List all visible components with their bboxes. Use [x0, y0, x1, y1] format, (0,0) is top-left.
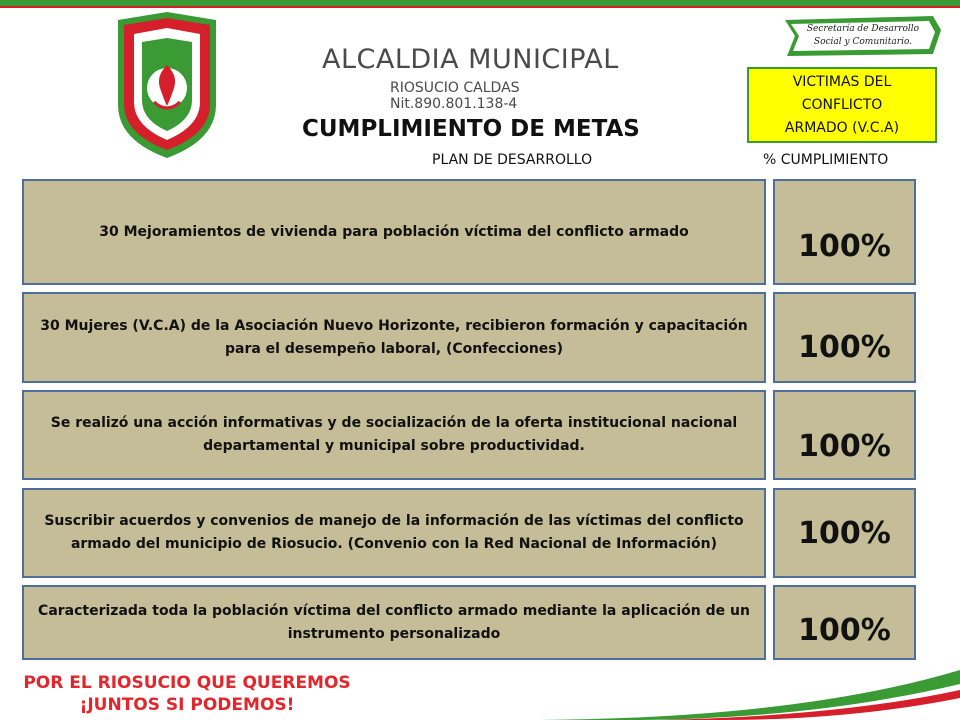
plan-column-header: PLAN DE DESARROLLO [432, 152, 593, 168]
vca-line-2: CONFLICTO [801, 97, 883, 113]
goal-row-5: Caracterizada toda la población víctima del conflicto armado mediante la aplicación de un instrumento personalizado [22, 585, 766, 660]
percent-column-header: % CUMPLIMIENTO [763, 152, 889, 168]
campaign-slogan [22, 672, 352, 716]
vca-box [747, 67, 937, 143]
brand-subtitle [390, 80, 520, 112]
vca-line-3: ARMADO (V.C.A) [784, 120, 900, 136]
goal-percent-5: 100% [773, 585, 916, 660]
decorative-corner-stripes [540, 660, 960, 720]
municipal-shield-logo [112, 10, 222, 160]
municipality-brand [322, 44, 619, 112]
secretaria-label [783, 23, 943, 49]
page-title: CUMPLIMIENTO DE METAS [302, 116, 640, 142]
goal-row-1: 30 Mejoramientos de vivienda para población víctima del conflicto armado [22, 179, 766, 285]
vca-line-1: VICTIMAS DEL [792, 74, 892, 90]
slogan-line-1: POR EL RIOSUCIO QUE QUEREMOS [23, 673, 351, 693]
goal-percent-3: 100% [773, 390, 916, 480]
goal-percent-4: 100% [773, 488, 916, 578]
secretaria-line-2: Social y Comunitario. [813, 37, 913, 47]
goal-percent-1: 100% [773, 179, 916, 285]
goal-row-3: Se realizó una acción informativas y de socialización de la oferta institucional nacional departamental y municipal sobre productividad. [22, 390, 766, 480]
brand-nit: Nit.890.801.138-4 [390, 96, 518, 112]
goal-percent-2: 100% [773, 292, 916, 383]
goal-row-4: Suscribir acuerdos y convenios de manejo de la información de las víctimas del conflicto armado del municipio de Riosucio. (Convenio con la Red Nacional de Información) [22, 488, 766, 578]
top-red-stripe [0, 6, 960, 8]
goal-row-2: 30 Mujeres (V.C.A) de la Asociación Nuevo Horizonte, recibieron formación y capacitación para el desempeño laboral, (Confecciones) [22, 292, 766, 383]
secretaria-line-1: Secretaría de Desarrollo [806, 24, 920, 34]
brand-location: RIOSUCIO CALDAS [390, 80, 520, 96]
brand-title: ALCALDIA MUNICIPAL [322, 44, 619, 75]
slogan-line-2: ¡JUNTOS SI PODEMOS! [79, 695, 295, 715]
